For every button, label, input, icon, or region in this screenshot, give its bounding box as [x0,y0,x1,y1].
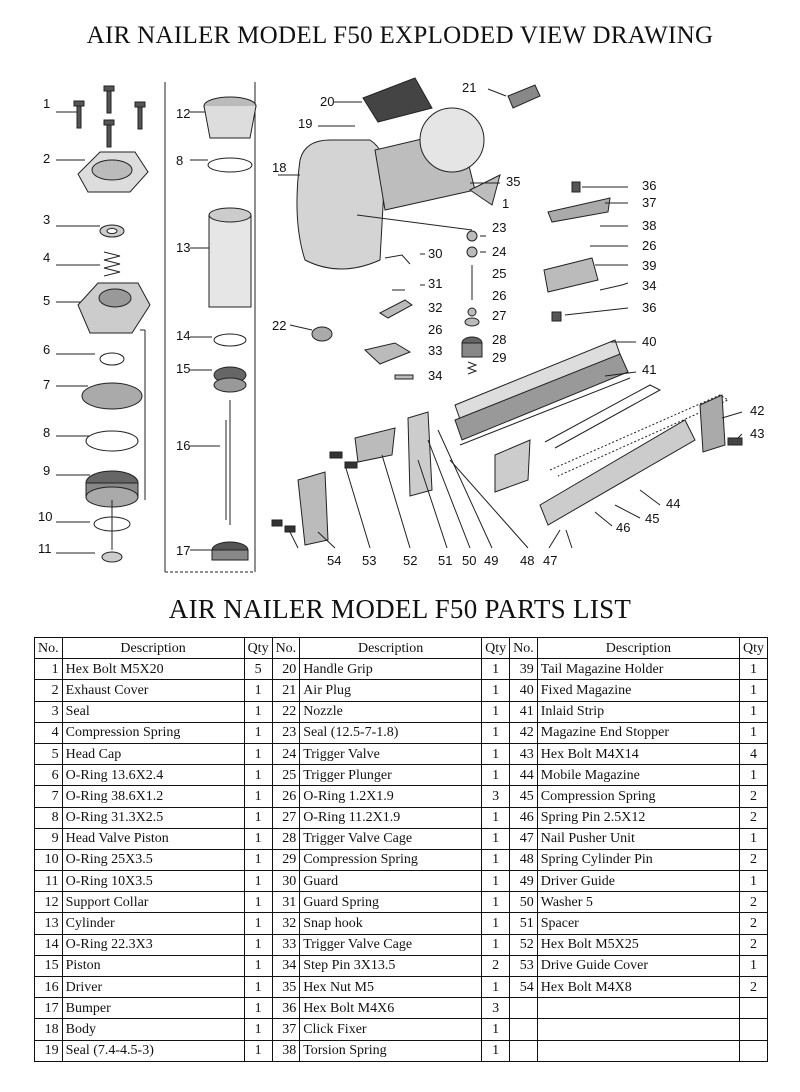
callout: 16 [176,438,191,453]
callout: 20 [320,94,335,109]
cell-desc: Driver [62,977,244,998]
cell-desc: Click Fixer [300,1019,482,1040]
cell-qty: 1 [740,828,768,849]
cell-desc: Spring Cylinder Pin [537,849,739,870]
cell-qty: 2 [482,955,510,976]
cell-no: 40 [510,680,538,701]
callout: 31 [428,276,443,291]
callout: 32 [428,300,443,315]
callout: 7 [43,377,51,392]
cell-no: 27 [272,807,300,828]
cell-qty: 1 [740,871,768,892]
cell-no: 45 [510,786,538,807]
cell-desc: O-Ring 31.3X2.5 [62,807,244,828]
cell-no: 46 [510,807,538,828]
table-row [35,955,768,976]
cell-no: 42 [510,722,538,743]
col-no-header: No. [35,638,63,659]
cell-desc: Hex Bolt M5X25 [537,934,739,955]
callout: 9 [43,463,51,478]
cell-desc: Hex Bolt M5X20 [62,659,244,680]
cell-desc: Mobile Magazine [537,765,739,786]
cell-qty: 1 [244,701,272,722]
cell-qty: 2 [740,977,768,998]
cell-qty: 1 [740,955,768,976]
callout: 47 [543,553,558,568]
table-row [35,701,768,722]
cell-qty: 5 [244,659,272,680]
drawing-title: AIR NAILER MODEL F50 EXPLODED VIEW DRAWING [86,22,714,49]
cell-no: 14 [35,934,63,955]
callout: 10 [38,509,53,524]
callout: 5 [43,293,51,308]
cell-no: 5 [35,743,63,764]
cell-no: 43 [510,743,538,764]
cell-qty: 1 [244,871,272,892]
cell-qty: 1 [482,934,510,955]
callout: 22 [272,318,287,333]
cell-no: 16 [35,977,63,998]
cell-no: 48 [510,849,538,870]
cell-qty: 4 [740,743,768,764]
callout: 51 [438,553,453,568]
cell-no: 8 [35,807,63,828]
cell-desc: Guard Spring [300,892,482,913]
cell-no: 15 [35,955,63,976]
cell-no: 17 [35,998,63,1019]
callout: 14 [176,328,191,343]
cell-desc: Cylinder [62,913,244,934]
cell-no: 22 [272,701,300,722]
cell-no: 13 [35,913,63,934]
cell-desc: O-Ring 11.2X1.9 [300,807,482,828]
cell-desc: Bumper [62,998,244,1019]
table-row [35,1019,768,1040]
cell-desc: Fixed Magazine [537,680,739,701]
callout: 36 [642,300,657,315]
cell-no: 2 [35,680,63,701]
cell-qty [740,1019,768,1040]
table-row [35,722,768,743]
cell-no: 1 [35,659,63,680]
callout: 42 [750,403,765,418]
cell-desc: Head Valve Piston [62,828,244,849]
cell-qty: 1 [740,701,768,722]
cell-desc: Support Collar [62,892,244,913]
callout: 41 [642,362,657,377]
callout: 54 [327,553,342,568]
table-row [35,977,768,998]
callout: 29 [492,350,507,365]
cell-desc: Head Cap [62,743,244,764]
cell-desc: O-Ring 25X3.5 [62,849,244,870]
cell-desc: Hex Bolt M4X6 [300,998,482,1019]
table-row [35,1040,768,1061]
callout: 23 [492,220,507,235]
cell-qty: 1 [482,871,510,892]
cell-desc: O-Ring 13.6X2.4 [62,765,244,786]
cell-qty: 1 [244,786,272,807]
cell-desc: Air Plug [300,680,482,701]
cell-desc: Seal (12.5-7-1.8) [300,722,482,743]
cell-qty: 1 [740,765,768,786]
table-row [35,786,768,807]
cell-no: 37 [272,1019,300,1040]
cell-no: 20 [272,659,300,680]
cell-no: 51 [510,913,538,934]
cell-qty: 1 [244,977,272,998]
cell-desc [537,998,739,1019]
cell-qty: 1 [244,934,272,955]
cell-qty: 1 [244,807,272,828]
table-row [35,849,768,870]
callout: 1 [43,96,51,111]
callout: 11 [38,541,52,556]
cell-desc: Hex Bolt M4X8 [537,977,739,998]
cell-no: 11 [35,871,63,892]
cell-desc: Guard [300,871,482,892]
callout: 15 [176,361,191,376]
cell-no: 33 [272,934,300,955]
cell-no: 24 [272,743,300,764]
callout: 37 [642,195,657,210]
callout: 43 [750,426,765,441]
cell-desc: Trigger Valve Cage [300,934,482,955]
cell-no: 34 [272,955,300,976]
callout: 38 [642,218,657,233]
col-desc-header: Description [62,638,244,659]
callout: 24 [492,244,507,259]
parts-table [34,637,768,1062]
cell-qty: 1 [244,998,272,1019]
callout: 21 [462,80,477,95]
callout: 12 [176,106,191,121]
callout: 46 [616,520,631,535]
cell-no: 30 [272,871,300,892]
callout: 6 [43,342,51,357]
cell-qty: 1 [244,955,272,976]
cell-qty [740,1040,768,1061]
cell-desc: Hex Nut M5 [300,977,482,998]
cell-qty: 1 [244,722,272,743]
callout: 25 [492,266,507,281]
cell-no: 7 [35,786,63,807]
callout: 3 [43,212,51,227]
callout: 26 [642,238,657,253]
cell-qty: 1 [482,807,510,828]
table-row [35,828,768,849]
cell-qty: 2 [740,892,768,913]
cell-qty: 2 [740,913,768,934]
table-row [35,892,768,913]
cell-no [510,998,538,1019]
cell-desc [537,1040,739,1061]
cell-desc [537,1019,739,1040]
cell-no [510,1040,538,1061]
cell-desc: Trigger Plunger [300,765,482,786]
trigger-parts [365,231,486,379]
cell-qty: 1 [244,680,272,701]
col-qty-header: Qty [244,638,272,659]
callout: 28 [492,332,507,347]
cell-no: 36 [272,998,300,1019]
cell-desc: Compression Spring [537,786,739,807]
callout: 2 [43,151,51,166]
col-desc-header: Description [300,638,482,659]
cell-no: 54 [510,977,538,998]
callout: 39 [642,258,657,273]
cell-qty: 1 [482,722,510,743]
cell-desc: Compression Spring [300,849,482,870]
cell-no: 21 [272,680,300,701]
cell-qty: 1 [244,892,272,913]
cell-desc: Nozzle [300,701,482,722]
col-no-header: No. [272,638,300,659]
cell-qty: 1 [482,849,510,870]
table-header-row [35,638,768,659]
cell-desc: Handle Grip [300,659,482,680]
cell-desc: Driver Guide [537,871,739,892]
cell-no: 49 [510,871,538,892]
callout: 36 [642,178,657,193]
cell-desc: Body [62,1019,244,1040]
cell-desc: O-Ring 10X3.5 [62,871,244,892]
callout: 44 [666,496,681,511]
callout: 1 [502,196,510,211]
cell-no: 35 [272,977,300,998]
cell-desc: Tail Magazine Holder [537,659,739,680]
cell-qty: 1 [244,828,272,849]
callout: 17 [176,543,191,558]
cell-no: 3 [35,701,63,722]
cell-desc: Nail Pusher Unit [537,828,739,849]
cell-qty: 1 [482,828,510,849]
cell-desc: Exhaust Cover [62,680,244,701]
cell-no: 25 [272,765,300,786]
cell-no: 18 [35,1019,63,1040]
callout: 30 [428,246,443,261]
left-column-parts [56,82,256,572]
callout: 50 [462,553,477,568]
cell-qty: 1 [482,765,510,786]
cell-qty: 1 [244,765,272,786]
cell-no: 32 [272,913,300,934]
cell-desc: Torsion Spring [300,1040,482,1061]
cell-no: 41 [510,701,538,722]
cell-desc: Compression Spring [62,722,244,743]
cell-desc: Seal (7.4-4.5-3) [62,1040,244,1061]
callout: 4 [43,250,51,265]
callout: 26 [492,288,507,303]
cell-qty: 1 [482,701,510,722]
table-row [35,659,768,680]
callout: 40 [642,334,657,349]
cell-no: 53 [510,955,538,976]
cell-no: 38 [272,1040,300,1061]
cell-qty: 1 [244,1040,272,1061]
cell-qty: 1 [244,743,272,764]
parts-table-body [35,659,768,1062]
cell-qty: 1 [482,913,510,934]
cell-no: 29 [272,849,300,870]
cell-qty: 3 [482,786,510,807]
cell-no: 39 [510,659,538,680]
callout: 27 [492,308,507,323]
cell-desc: Hex Bolt M4X14 [537,743,739,764]
callout: 49 [484,553,499,568]
table-row [35,934,768,955]
callout: 45 [645,511,660,526]
table-row [35,680,768,701]
callout: 18 [272,160,287,175]
cell-desc: Spring Pin 2.5X12 [537,807,739,828]
cell-no: 19 [35,1040,63,1061]
cell-desc: O-Ring 22.3X3 [62,934,244,955]
cell-desc: Piston [62,955,244,976]
callout: 33 [428,343,443,358]
cell-qty: 1 [244,1019,272,1040]
cell-no: 28 [272,828,300,849]
cell-qty: 1 [482,659,510,680]
cell-qty: 1 [482,743,510,764]
cell-desc: Seal [62,701,244,722]
cell-no: 31 [272,892,300,913]
cell-qty: 2 [740,786,768,807]
cell-qty: 1 [482,680,510,701]
cell-qty: 1 [244,913,272,934]
cell-desc: Spacer [537,913,739,934]
cell-desc: Snap hook [300,913,482,934]
callout: 19 [298,116,313,131]
cell-desc: Trigger Valve [300,743,482,764]
table-row [35,743,768,764]
cell-desc: Inlaid Strip [537,701,739,722]
callout: 34 [642,278,657,293]
cell-no: 50 [510,892,538,913]
col-no-header: No. [510,638,538,659]
cell-no: 52 [510,934,538,955]
col-qty-header: Qty [482,638,510,659]
callout: 8 [43,425,51,440]
table-row [35,913,768,934]
table-row [35,765,768,786]
callout: 26 [428,322,443,337]
cell-no: 26 [272,786,300,807]
table-row [35,998,768,1019]
cell-qty: 2 [740,849,768,870]
cell-no: 44 [510,765,538,786]
table-row [35,871,768,892]
cell-no: 4 [35,722,63,743]
cell-no: 12 [35,892,63,913]
cell-desc: Step Pin 3X13.5 [300,955,482,976]
cell-desc: Trigger Valve Cage [300,828,482,849]
cell-qty: 1 [740,659,768,680]
col-desc-header: Description [537,638,739,659]
cell-qty: 1 [482,977,510,998]
cell-no: 9 [35,828,63,849]
cell-desc: Magazine End Stopper [537,722,739,743]
cell-qty [740,998,768,1019]
cell-no: 47 [510,828,538,849]
cell-no: 6 [35,765,63,786]
cell-qty: 1 [482,1019,510,1040]
cell-no: 23 [272,722,300,743]
callout: 52 [403,553,418,568]
callout: 53 [362,553,377,568]
callout: 35 [506,174,521,189]
table-row [35,807,768,828]
col-qty-header: Qty [740,638,768,659]
callout: 8 [176,153,184,168]
cell-qty: 2 [740,934,768,955]
cell-qty: 1 [740,680,768,701]
cell-qty: 1 [482,1040,510,1061]
cell-qty: 1 [482,892,510,913]
cell-qty: 1 [740,722,768,743]
cell-qty: 2 [740,807,768,828]
cell-qty: 1 [244,849,272,870]
cell-no: 10 [35,849,63,870]
cell-desc: Drive Guide Cover [537,955,739,976]
callout: 13 [176,240,191,255]
cell-qty: 3 [482,998,510,1019]
parts-list-title: AIR NAILER MODEL F50 PARTS LIST [168,594,632,624]
callout: 48 [520,553,535,568]
cell-desc: O-Ring 1.2X1.9 [300,786,482,807]
cell-desc: Washer 5 [537,892,739,913]
cell-desc: O-Ring 38.6X1.2 [62,786,244,807]
cell-no [510,1019,538,1040]
callout: 34 [428,368,443,383]
